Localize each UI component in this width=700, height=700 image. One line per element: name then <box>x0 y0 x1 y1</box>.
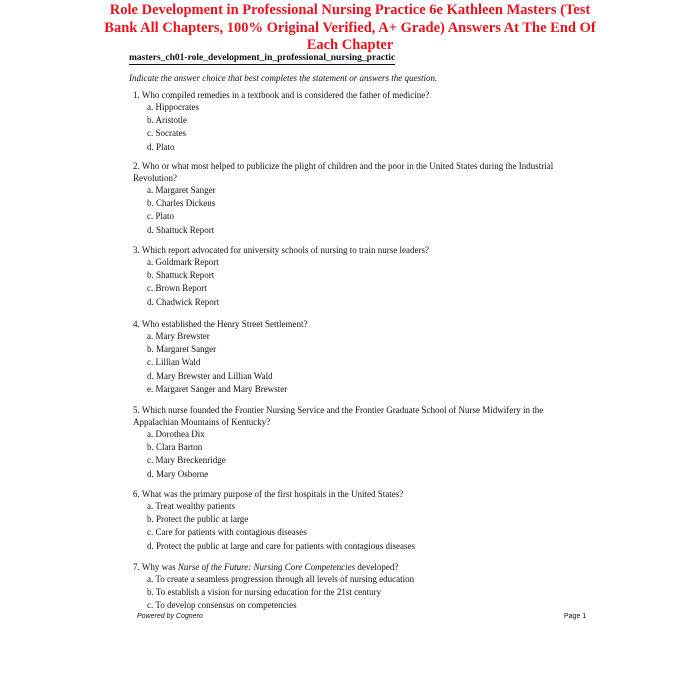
answer-options <box>147 184 578 237</box>
question-5 <box>133 404 578 481</box>
question-text-suffix: developed? <box>355 562 399 572</box>
option-c: c. Brown Report <box>147 283 207 294</box>
question-2 <box>133 160 578 237</box>
option-a: a. Mary Brewster <box>147 331 210 341</box>
instructions: Indicate the answer choice that best completes the statement or answers the question. <box>129 73 438 83</box>
option-c: c. Lillian Wald <box>147 357 201 368</box>
answer-options <box>147 500 578 553</box>
question-text: 6. What was the primary purpose of the first hospitals in the United States? <box>133 489 404 499</box>
option-a: a. Hippocrates <box>147 102 199 112</box>
option-d: d. Chadwick Report <box>147 296 220 307</box>
option-b: b. Protect the public at large <box>147 514 249 525</box>
question-6 <box>133 488 578 553</box>
option-b: b. Margaret Sanger <box>147 344 217 355</box>
option-c: c. Plato <box>147 211 174 222</box>
powered-by-footer: Powered by Cognero <box>137 613 203 620</box>
question-3 <box>133 244 578 309</box>
option-c: c. Socrates <box>147 128 186 139</box>
question-text <box>133 561 578 573</box>
question-text: 2. Who or what most helped to publicize the plight of children and the poor in the United States during the Industrial Revolution? <box>133 161 554 183</box>
option-b: b. Charles Dickens <box>147 198 216 209</box>
option-a: a. To create a seamless progression through all levels of nursing education <box>147 574 415 584</box>
question-text: 4. Who established the Henry Street Settlement? <box>133 319 308 329</box>
answer-options <box>147 256 578 309</box>
option-a: a. Dorothea Dix <box>147 429 205 439</box>
question-text: 1. Who compiled remedies in a textbook and is considered the father of medicine? <box>133 90 430 100</box>
option-d: d. Protect the public at large and care for patients with contagious diseases <box>147 540 416 551</box>
question-7 <box>133 561 578 613</box>
section-heading: masters_ch01-role_development_in_professional_nursing_practic <box>129 53 396 63</box>
publication-title: Nurse of the Future: Nursing Core Competencies <box>177 562 356 572</box>
option-c: c. Mary Breckenridge <box>147 455 226 466</box>
question-4 <box>133 318 578 396</box>
answer-options <box>147 428 578 481</box>
option-d: d. Shattuck Report <box>147 224 215 235</box>
option-a: a. Margaret Sanger <box>147 185 216 195</box>
question-text: 5. Which nurse founded the Frontier Nursing Service and the Frontier Graduate School of Nurse Midwifery in the Appalachian Mountains of Kentucky? <box>133 405 544 427</box>
document-title: Role Development in Professional Nursing Practice 6e Kathleen Masters (Test Bank All Chapters, 100% Original Verified, A+ Grade) Answers At The End Of Each Chapter <box>104 2 596 53</box>
option-e: e. Margaret Sanger and Mary Brewster <box>147 383 288 394</box>
option-d: d. Plato <box>147 141 175 152</box>
option-c: c. Care for patients with contagious diseases <box>147 527 307 538</box>
option-a: a. Treat wealthy patients <box>147 501 235 511</box>
option-b: b. Shattuck Report <box>147 270 215 281</box>
answer-options <box>147 101 578 154</box>
option-c: c. To develop consensus on competencies <box>147 600 297 611</box>
option-b: b. Clara Barton <box>147 442 203 453</box>
option-a: a. Goldmark Report <box>147 257 219 267</box>
answer-options <box>147 330 578 396</box>
answer-options <box>147 573 578 613</box>
question-text: 3. Which report advocated for university schools of nursing to train nurse leaders? <box>133 245 429 255</box>
option-b: b. Aristotle <box>147 115 187 126</box>
question-text-prefix: 7. Why was <box>133 562 178 572</box>
option-b: b. To establish a vision for nursing education for the 21st century <box>147 587 382 598</box>
question-1 <box>133 89 578 154</box>
option-d: d. Mary Osborne <box>147 468 209 479</box>
page-number: Page 1 <box>564 613 587 620</box>
option-d: d. Mary Brewster and Lillian Wald <box>147 370 273 381</box>
